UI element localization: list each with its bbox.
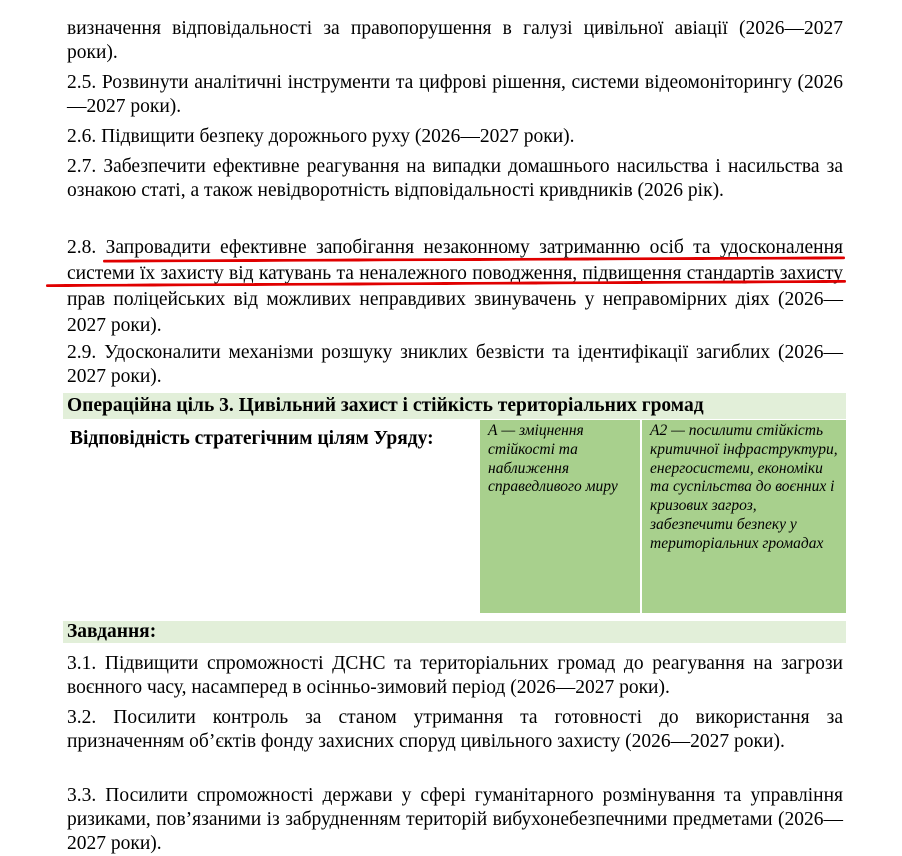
paragraph-2-4-tail: визначення відповідальності за правопорушення в галузі цивільної авіації (2026—2027 роки). bbox=[67, 18, 843, 63]
paragraph-2-9: 2.9. Удосконалити механізми розшуку зниклих безвісти та ідентифікації загиблих (2026—2027 роки). bbox=[67, 342, 843, 387]
paragraph-2-7: 2.7. Забезпечити ефективне реагування на випадки домашнього насильства і насильства за ознакою статі, а також невідворотність відповідальності кривдників (2026 рік). bbox=[67, 156, 843, 201]
task-3-1: 3.1. Підвищити спроможності ДСНС та територіальних громад до реагування на загрози воєнного часу, насамперед в осінньо-зимовий період (2026—2027 роки). bbox=[67, 653, 843, 698]
task-3-2: 3.2. Посилити контроль за станом утримання та готовності до використання за призначенням об’єктів фонду захисних споруд цивільного захисту (2026—2027 роки). bbox=[67, 707, 843, 752]
paragraph-2-8: 2.8. Запровадити ефективне запобігання незаконному затриманню осіб та удосконалення системи їх захисту від катувань та неналежного поводження, підвищення стандартів захисту прав поліцейських від можливих неправдивих звинувачень у неправомірних діях (2026—2027 роки). bbox=[67, 237, 843, 336]
paragraph-2-5: 2.5. Розвинути аналітичні інструменти та цифрові рішення, системи відеомоніторингу (2026—2027 роки). bbox=[67, 72, 843, 117]
operational-goal-heading: Операційна ціль 3. Цивільний захист і стійкість територіальних громад bbox=[63, 393, 846, 419]
alignment-label: Відповідність стратегічним цілям Уряду: bbox=[70, 428, 434, 449]
strategic-goal-a2-cell: А2 — посилити стійкість критичної інфраструктури, енергосистеми, економіки та суспільства до воєнних і кризових загроз, забезпечити безпеку у територіальних громадах bbox=[642, 420, 846, 613]
task-3-3: 3.3. Посилити спроможності держави у сфері гуманітарного розмінування та управління ризиками, пов’язаними із забрудненням територій вибухонебезпечними предметами (2026—2027 роки). bbox=[67, 785, 843, 854]
strategic-goal-a-cell: А — зміцнення стійкості та наближення справедливого миру bbox=[480, 420, 640, 613]
paragraph-2-6: 2.6. Підвищити безпеку дорожнього руху (2026—2027 роки). bbox=[67, 126, 575, 147]
tasks-heading: Завдання: bbox=[63, 621, 846, 643]
